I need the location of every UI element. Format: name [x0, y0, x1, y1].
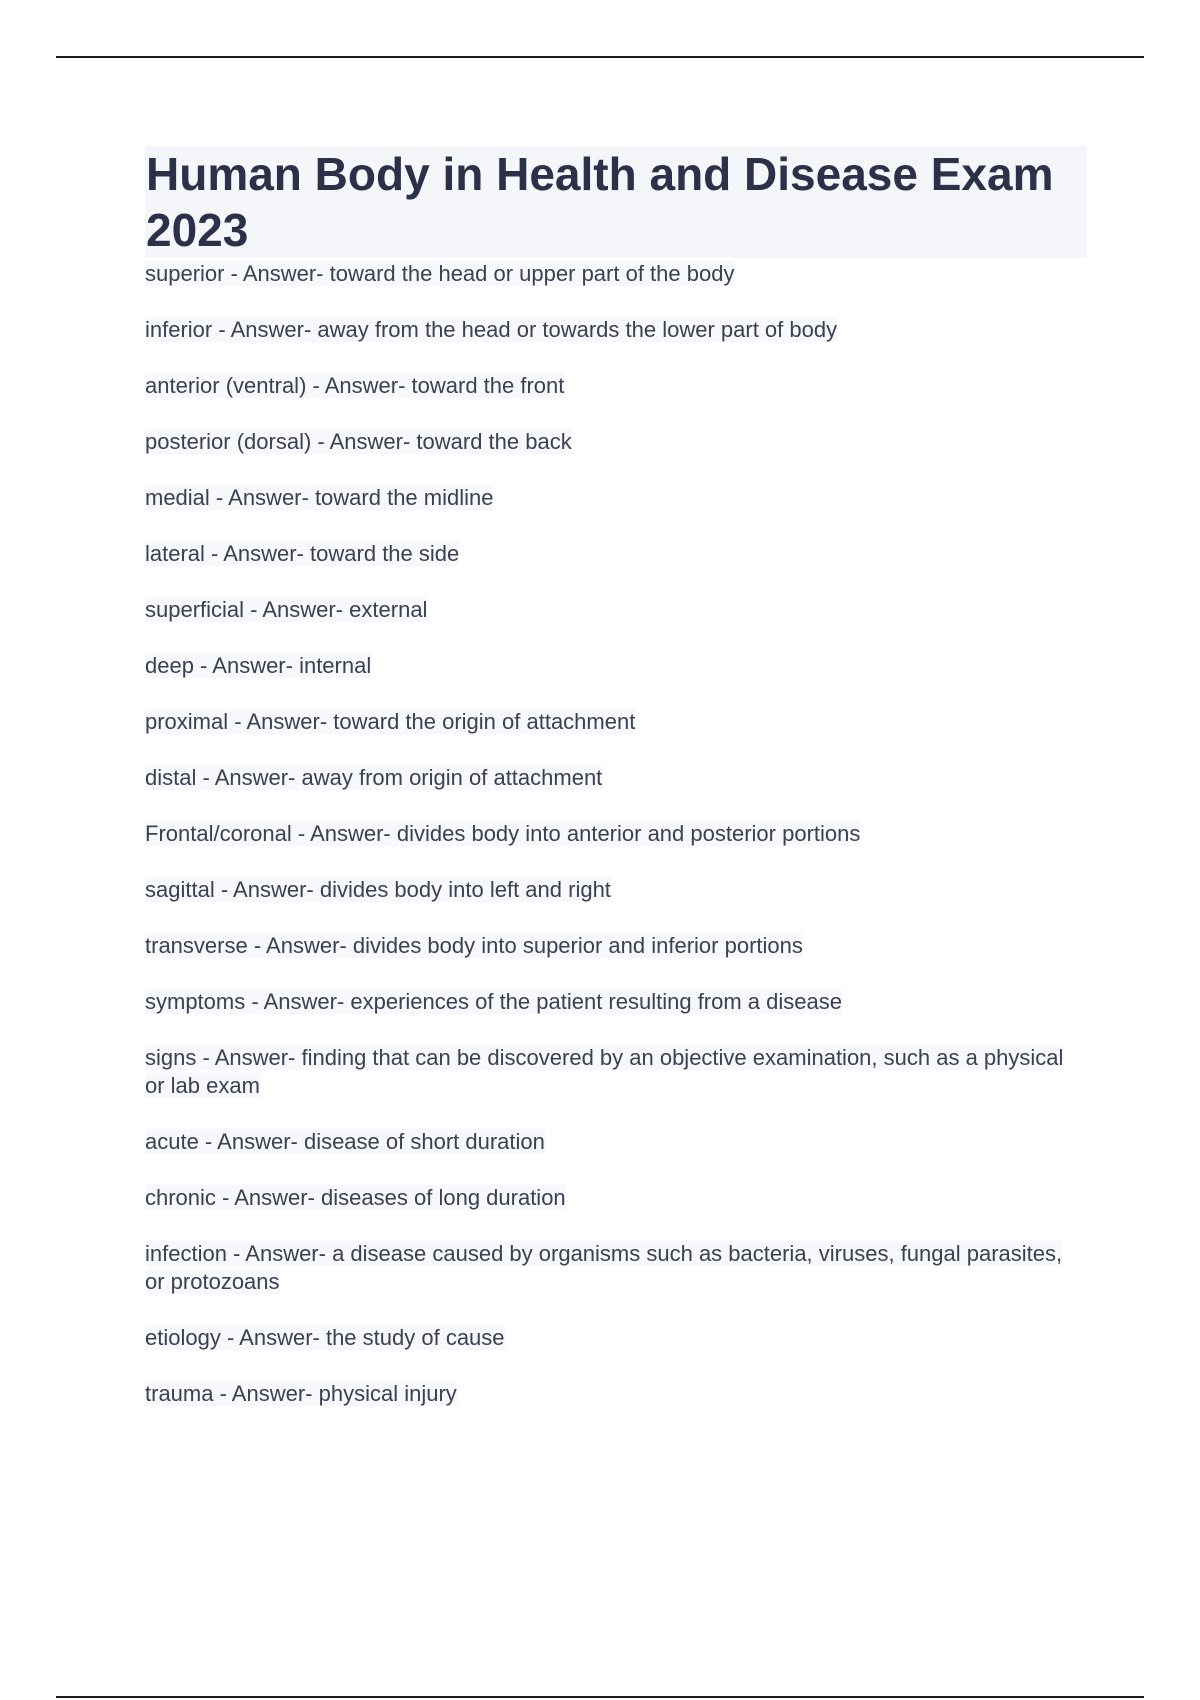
qa-item	[145, 596, 1087, 624]
qa-item	[145, 820, 1087, 848]
qa-item	[145, 1240, 1087, 1296]
document-body	[145, 146, 1087, 1436]
bottom-rule	[56, 1696, 1144, 1698]
qa-item	[145, 652, 1087, 680]
qa-item	[145, 1184, 1087, 1212]
qa-text: trauma - Answer- physical injury	[145, 1381, 457, 1406]
qa-text: etiology - Answer- the study of cause	[145, 1325, 505, 1350]
qa-item	[145, 260, 1087, 288]
qa-text: infection - Answer- a disease caused by organisms such as bacteria, viruses, fungal parasites, or protozoans	[145, 1241, 1063, 1294]
qa-text: superior - Answer- toward the head or upper part of the body	[145, 261, 735, 286]
qa-item	[145, 708, 1087, 736]
qa-text: Frontal/coronal - Answer- divides body into anterior and posterior portions	[145, 821, 861, 846]
qa-item	[145, 316, 1087, 344]
qa-text: anterior (ventral) - Answer- toward the front	[145, 373, 565, 398]
qa-text: proximal - Answer- toward the origin of attachment	[145, 709, 636, 734]
qa-item	[145, 932, 1087, 960]
qa-item	[145, 876, 1087, 904]
qa-list	[145, 260, 1087, 1408]
qa-text: signs - Answer- finding that can be discovered by an objective examination, such as a physical or lab exam	[145, 1045, 1064, 1098]
qa-text: medial - Answer- toward the midline	[145, 485, 494, 510]
qa-text: transverse - Answer- divides body into superior and inferior portions	[145, 933, 803, 958]
qa-text: symptoms - Answer- experiences of the patient resulting from a disease	[145, 989, 842, 1014]
qa-text: distal - Answer- away from origin of attachment	[145, 765, 603, 790]
qa-item	[145, 540, 1087, 568]
qa-text: acute - Answer- disease of short duration	[145, 1129, 545, 1154]
qa-text: lateral - Answer- toward the side	[145, 541, 460, 566]
qa-text: inferior - Answer- away from the head or towards the lower part of body	[145, 317, 838, 342]
qa-text: posterior (dorsal) - Answer- toward the back	[145, 429, 572, 454]
qa-item	[145, 428, 1087, 456]
qa-item	[145, 764, 1087, 792]
qa-item	[145, 988, 1087, 1016]
qa-item	[145, 372, 1087, 400]
title-block	[145, 146, 1087, 258]
qa-text: chronic - Answer- diseases of long duration	[145, 1185, 566, 1210]
qa-text: superficial - Answer- external	[145, 597, 428, 622]
qa-item	[145, 1128, 1087, 1156]
qa-item	[145, 1324, 1087, 1352]
qa-item	[145, 1044, 1087, 1100]
qa-item	[145, 1380, 1087, 1408]
qa-item	[145, 484, 1087, 512]
document-title: Human Body in Health and Disease Exam 2023	[146, 148, 1054, 256]
qa-text: sagittal - Answer- divides body into left and right	[145, 877, 611, 902]
qa-text: deep - Answer- internal	[145, 653, 372, 678]
top-rule	[56, 56, 1144, 58]
